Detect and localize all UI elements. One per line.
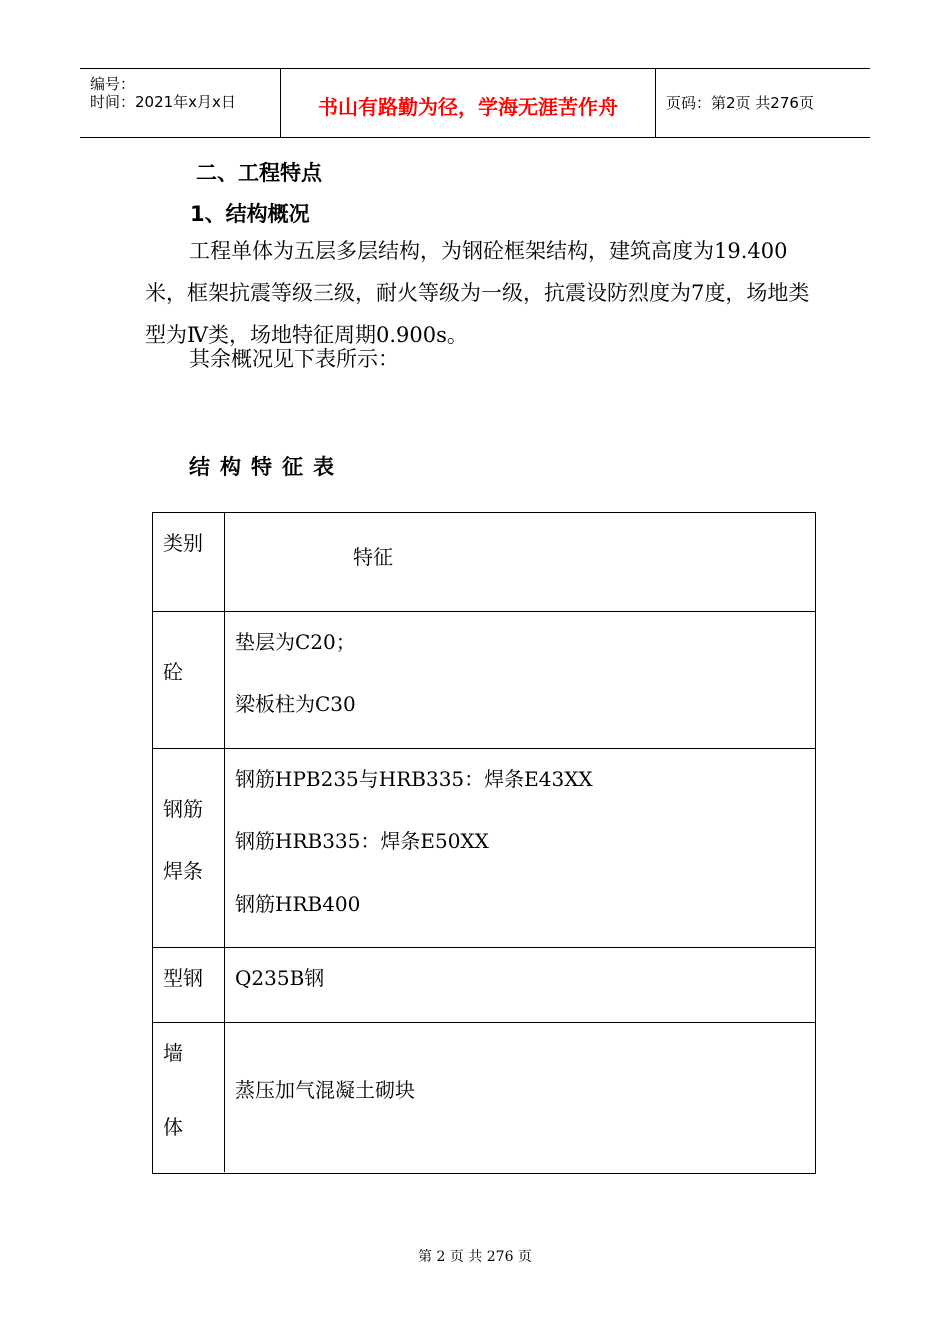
overview-paragraph-text: 工程单体为五层多层结构，为钢砼框架结构，建筑高度为19.400米，框架抗震等级三级，耐火等级为一级，抗震设防烈度为7度，场地类型为Ⅳ类，场地特征周期0.900s。 [145, 239, 810, 347]
column-divider [224, 513, 225, 611]
column-divider [224, 612, 225, 749]
motto-text: 书山有路勤为径，学海无涯苦作舟 [318, 95, 618, 119]
column-divider [224, 948, 225, 1023]
feature-line: 蒸压加气混凝土砌块 [235, 1078, 415, 1102]
feature-line: 钢筋HRB400 [235, 892, 361, 916]
category-cell: 型钢 [163, 966, 203, 990]
section-heading: 二、工程特点 [196, 161, 322, 185]
feature-line: 垫层为C20； [235, 630, 356, 654]
table-title: 结构特征表 [189, 455, 344, 479]
column-divider [224, 1023, 225, 1172]
serial-number-label: 编号： [90, 75, 136, 93]
header-motto-cell [280, 69, 656, 137]
overview-note: 其余概况见下表所示： [189, 347, 399, 371]
column-divider [224, 749, 225, 948]
feature-line: 钢筋HPB235与HRB335：焊条E43XX [235, 767, 593, 791]
category-cell: 砼 [163, 660, 183, 684]
feature-line: 钢筋HRB335：焊条E50XX [235, 829, 489, 853]
page-header [80, 68, 870, 138]
page-number-label: 页码：第2页 共276页 [666, 94, 814, 112]
category-cell: 体 [163, 1115, 183, 1139]
table-row [153, 947, 815, 1023]
category-cell: 焊条 [163, 859, 203, 883]
table-row [153, 1022, 815, 1172]
header-feature: 特征 [353, 545, 393, 569]
structure-features-table [152, 512, 816, 1174]
header-meta [80, 69, 280, 137]
table-row [153, 611, 815, 749]
table-row [153, 748, 815, 948]
category-cell: 钢筋 [163, 797, 203, 821]
category-cell: 墙 [163, 1041, 183, 1065]
table-header-row [153, 513, 815, 611]
section-subheading: 1、结构概况 [190, 202, 310, 226]
header-category: 类别 [163, 531, 203, 555]
feature-line: Q235B钢 [235, 966, 325, 990]
page-footer: 第 2 页 共 276 页 [418, 1249, 532, 1265]
header-page-cell [656, 69, 870, 137]
feature-line: 梁板柱为C30 [235, 692, 356, 716]
overview-paragraph [145, 230, 815, 356]
date-label: 时间：2021年x月x日 [90, 93, 236, 111]
